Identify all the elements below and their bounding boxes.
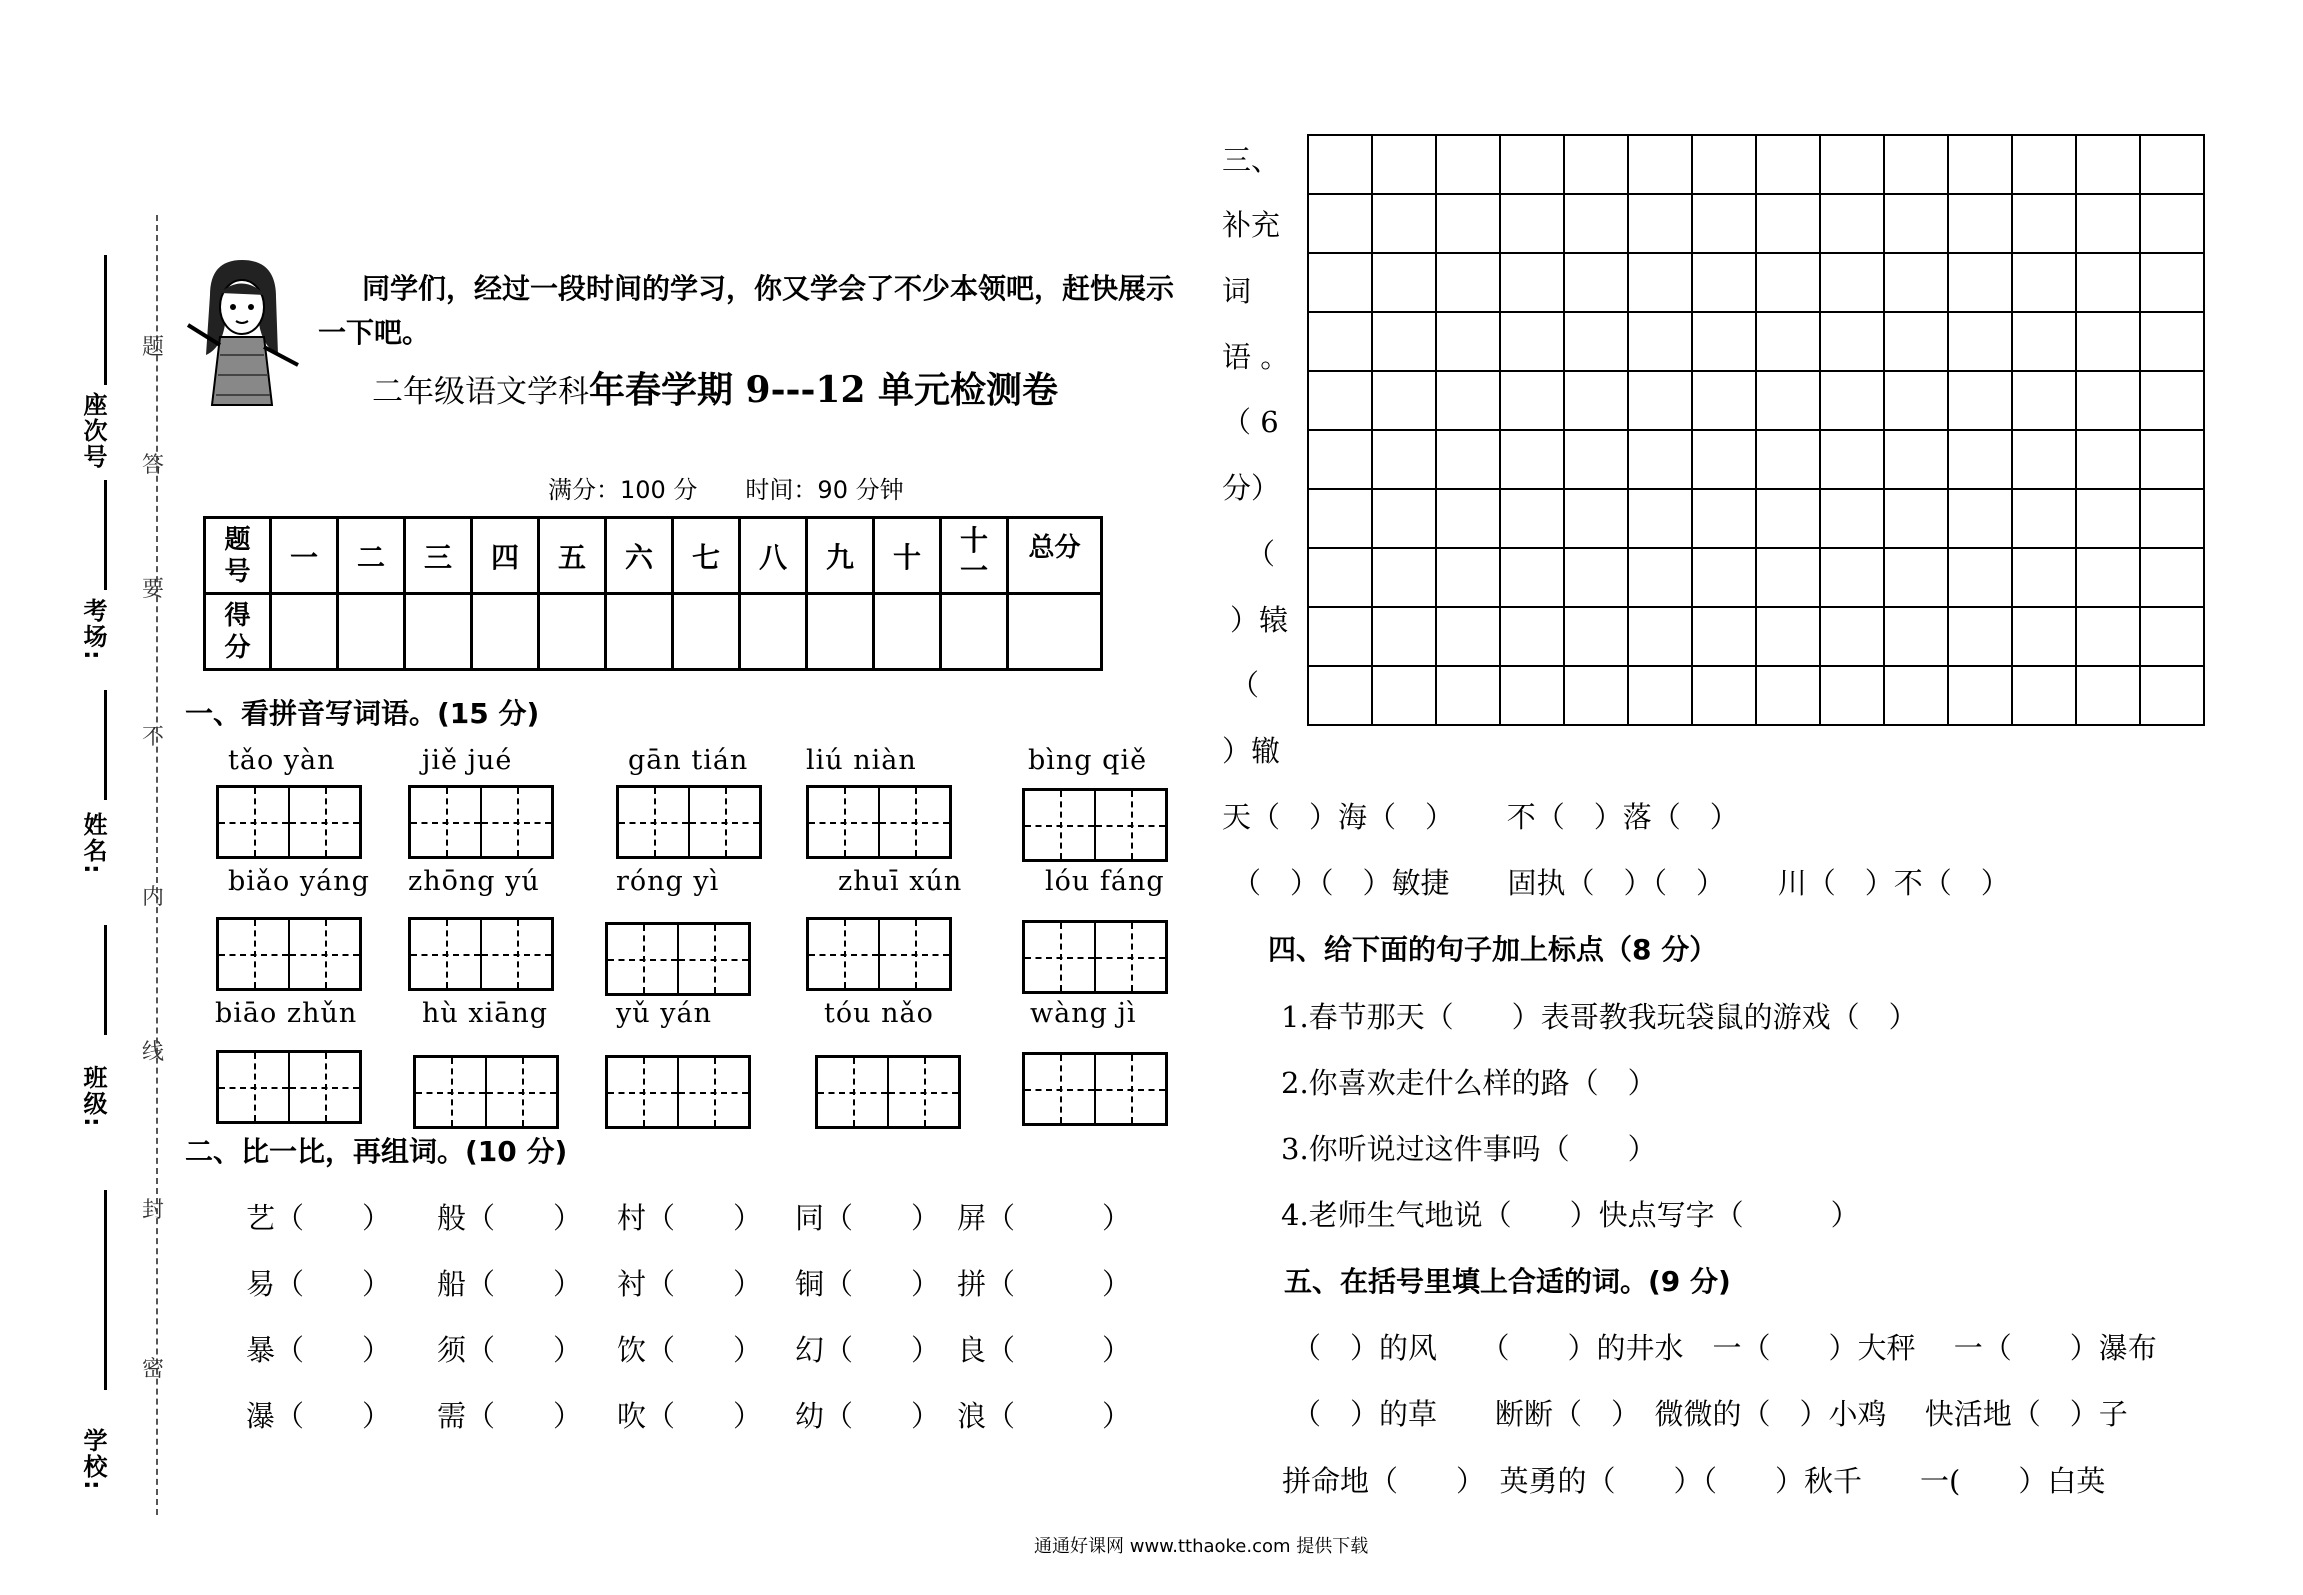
score-cell[interactable] (405, 594, 472, 670)
section5-title: 五、在括号里填上合适的词。(9 分) (1284, 1265, 1731, 1298)
score-col-total: 总分 (1008, 518, 1102, 594)
grid-cell[interactable] (2076, 194, 2140, 253)
grid-cell[interactable] (1884, 135, 1948, 194)
grid-cell[interactable] (1948, 607, 2012, 666)
section4-item-1: 1.春节那天（ ）表哥教我玩袋鼠的游戏（ ） (1281, 1000, 1918, 1034)
writing-box[interactable] (1022, 788, 1168, 862)
pinyin-7: zhōng yú (408, 866, 540, 897)
grid-cell[interactable] (1564, 312, 1628, 371)
grid-cell[interactable] (1436, 489, 1500, 548)
pinyin-11: biāo zhǔn (215, 998, 358, 1029)
section3-title-5: （ 6 (1222, 405, 1279, 439)
grid-cell[interactable] (2076, 135, 2140, 194)
grid-cell[interactable] (1500, 489, 1564, 548)
grid-cell[interactable] (1308, 607, 1372, 666)
grid-cell[interactable] (1564, 666, 1628, 725)
grid-cell[interactable] (2012, 430, 2076, 489)
section3-title-1: 三、 (1222, 143, 1281, 177)
pinyin-12: hù xiāng (422, 998, 548, 1029)
grid-cell[interactable] (1820, 194, 1884, 253)
grid-cell[interactable] (2076, 430, 2140, 489)
seal-char-6: 线 (142, 1040, 165, 1065)
grid-cell[interactable] (1308, 194, 1372, 253)
compare-item: 拼（ ） (957, 1267, 1132, 1301)
seat-number-label: 座次号 (79, 392, 107, 470)
section3-title-4: 语 。 (1222, 340, 1290, 374)
grid-cell[interactable] (2140, 194, 2204, 253)
score-col-4: 四 (472, 518, 539, 594)
grid-cell[interactable] (1308, 548, 1372, 607)
grid-cell[interactable] (1564, 194, 1628, 253)
grid-cell[interactable] (1884, 666, 1948, 725)
pinyin-14: tóu nǎo (824, 998, 934, 1029)
seal-char-4: 不 (142, 725, 165, 750)
grid-cell[interactable] (1372, 489, 1436, 548)
grid-cell[interactable] (1692, 489, 1756, 548)
seal-char-2: 答 (142, 453, 165, 478)
binding-line-5 (104, 1190, 107, 1390)
grid-cell[interactable] (1756, 135, 1820, 194)
grid-cell[interactable] (1500, 312, 1564, 371)
grid-cell[interactable] (1820, 430, 1884, 489)
grid-cell[interactable] (2076, 548, 2140, 607)
intro-text-content: 同学们，经过一段时间的学习，你又学会了不少本领吧，赶快展示一下吧。 (318, 272, 1175, 349)
grid-cell[interactable] (1692, 666, 1756, 725)
score-time-info: 满分：100 分 时间：90 分钟 (548, 476, 904, 504)
grid-cell[interactable] (1564, 548, 1628, 607)
score-cell[interactable] (941, 594, 1008, 670)
grid-cell[interactable] (1628, 430, 1692, 489)
score-header-points: 得分 (205, 594, 271, 670)
binding-line-3 (104, 690, 107, 800)
section5-row-3: 拼命地（ ） 英勇的（ ）（ ）秋千 一( ）白英 (1282, 1464, 2106, 1498)
grid-cell[interactable] (1500, 371, 1564, 430)
grid-cell[interactable] (1308, 666, 1372, 725)
compare-item: 易（ ） (246, 1267, 392, 1301)
grid-cell[interactable] (1948, 548, 2012, 607)
section3-line-1: 天（ ）海（ ） 不（ ）落（ ） (1222, 800, 1739, 834)
pinyin-1: tǎo yàn (228, 745, 336, 776)
cartoon-girl-illustration (180, 255, 305, 410)
grid-cell[interactable] (1436, 607, 1500, 666)
grid-cell[interactable] (2012, 253, 2076, 312)
writing-box[interactable] (413, 1055, 559, 1129)
grid-cell[interactable] (1436, 194, 1500, 253)
writing-box[interactable] (806, 785, 952, 859)
grid-cell[interactable] (1372, 548, 1436, 607)
score-header-question: 题号 (205, 518, 271, 594)
grid-cell[interactable] (1308, 430, 1372, 489)
compare-item: 屏（ ） (957, 1201, 1132, 1235)
grid-cell[interactable] (1884, 253, 1948, 312)
score-cell[interactable] (539, 594, 606, 670)
grid-cell[interactable] (1628, 666, 1692, 725)
grid-cell[interactable] (2140, 430, 2204, 489)
writing-box[interactable] (408, 917, 554, 991)
writing-box[interactable] (216, 785, 362, 859)
grid-cell[interactable] (1820, 548, 1884, 607)
class-label: 班级: (79, 1065, 107, 1129)
grid-cell[interactable] (1756, 607, 1820, 666)
binding-line-4 (104, 925, 107, 1035)
grid-cell[interactable] (1628, 548, 1692, 607)
compare-item: 艺（ ） (246, 1201, 392, 1235)
grid-cell[interactable] (1564, 253, 1628, 312)
grid-cell[interactable] (2140, 666, 2204, 725)
grid-cell[interactable] (1564, 489, 1628, 548)
grid-cell[interactable] (1372, 430, 1436, 489)
grid-cell[interactable] (2140, 312, 2204, 371)
compare-item: 船（ ） (437, 1267, 583, 1301)
grid-cell[interactable] (1884, 607, 1948, 666)
grid-cell[interactable] (1948, 194, 2012, 253)
pinyin-5: bìng qiě (1028, 745, 1148, 776)
grid-cell[interactable] (1308, 371, 1372, 430)
grid-cell[interactable] (1372, 194, 1436, 253)
grid-cell[interactable] (1308, 253, 1372, 312)
section3-title-2: 补充 (1222, 208, 1281, 242)
score-col-7: 七 (673, 518, 740, 594)
intro-text (318, 267, 1178, 355)
grid-cell[interactable] (2076, 607, 2140, 666)
pinyin-10: lóu fáng (1045, 866, 1165, 897)
grid-cell[interactable] (1308, 489, 1372, 548)
writing-box[interactable] (1022, 920, 1168, 994)
seal-char-7: 封 (142, 1198, 165, 1223)
score-col-1: 一 (271, 518, 338, 594)
score-cell[interactable] (472, 594, 539, 670)
score-col-6: 六 (606, 518, 673, 594)
score-cell[interactable] (807, 594, 874, 670)
score-cell[interactable] (606, 594, 673, 670)
grid-cell[interactable] (1820, 253, 1884, 312)
compare-item: 浪（ ） (957, 1399, 1132, 1433)
grid-cell[interactable] (1628, 253, 1692, 312)
score-table (203, 516, 1103, 671)
compare-item: 饮（ ） (617, 1333, 763, 1367)
grid-cell[interactable] (1372, 666, 1436, 725)
grid-cell[interactable] (1756, 489, 1820, 548)
writing-box[interactable] (616, 785, 762, 859)
grid-cell[interactable] (1628, 312, 1692, 371)
grid-cell[interactable] (1884, 548, 1948, 607)
compare-item: 良（ ） (957, 1333, 1132, 1367)
grid-cell[interactable] (2012, 607, 2076, 666)
section3-title-7: （ (1246, 537, 1276, 571)
grid-cell[interactable] (1820, 607, 1884, 666)
compare-item: 需（ ） (437, 1399, 583, 1433)
grid-cell[interactable] (1692, 135, 1756, 194)
grid-cell[interactable] (2012, 312, 2076, 371)
grid-cell[interactable] (1500, 548, 1564, 607)
binding-line-2 (104, 480, 107, 590)
grid-cell[interactable] (1628, 135, 1692, 194)
pinyin-6: biǎo yáng (228, 866, 370, 897)
grid-cell[interactable] (2140, 371, 2204, 430)
title-main: 年春学期 9---12 单元检测卷 (589, 369, 1059, 411)
composition-grid[interactable] (1307, 134, 2205, 726)
binding-line-1 (104, 255, 107, 385)
footer-text: 通通好课网 www.tthaoke.com 提供下载 (1034, 1536, 1369, 1557)
seal-char-3: 要 (142, 577, 165, 602)
grid-cell[interactable] (1500, 607, 1564, 666)
grid-cell[interactable] (1564, 430, 1628, 489)
section5-row-2: （ ）的草 断断（ ） 微微的（ ）小鸡 快活地（ ）子 (1292, 1397, 2128, 1431)
grid-cell[interactable] (1884, 312, 1948, 371)
section3-line-2: （ ）（ ）敏捷 固执（ ）（ ） 川（ ）不（ ） (1232, 866, 2010, 900)
grid-cell[interactable] (1948, 135, 2012, 194)
compare-item: 同（ ） (795, 1201, 941, 1235)
compare-item: 般（ ） (437, 1201, 583, 1235)
grid-cell[interactable] (1308, 135, 1372, 194)
compare-item: 暴（ ） (246, 1333, 392, 1367)
compare-item: 幻（ ） (795, 1333, 941, 1367)
grid-cell[interactable] (1948, 371, 2012, 430)
grid-cell[interactable] (2012, 489, 2076, 548)
grid-cell[interactable] (1436, 312, 1500, 371)
grid-cell[interactable] (1820, 666, 1884, 725)
grid-cell[interactable] (1692, 312, 1756, 371)
section5-row-1: （ ）的风 （ ）的井水 一（ ）大秤 一（ ）瀑布 (1292, 1331, 2157, 1365)
grid-cell[interactable] (1948, 253, 2012, 312)
name-label: 姓名: (79, 812, 107, 876)
grid-cell[interactable] (1884, 371, 1948, 430)
section4-item-3: 3.你听说过这件事吗（ ） (1281, 1132, 1657, 1166)
title-prefix: 二年级语文学科 (372, 374, 589, 410)
score-cell[interactable] (673, 594, 740, 670)
writing-box[interactable] (605, 922, 751, 996)
grid-cell[interactable] (1948, 489, 2012, 548)
grid-cell[interactable] (2012, 666, 2076, 725)
grid-cell[interactable] (1756, 312, 1820, 371)
pinyin-3: gān tián (628, 745, 749, 776)
grid-cell[interactable] (1436, 430, 1500, 489)
grid-cell[interactable] (1500, 253, 1564, 312)
grid-cell[interactable] (1884, 194, 1948, 253)
pinyin-13: yǔ yán (616, 998, 712, 1029)
section3-title-6: 分） (1222, 471, 1281, 505)
grid-cell[interactable] (2076, 371, 2140, 430)
compare-item: 幼（ ） (795, 1399, 941, 1433)
grid-cell[interactable] (1372, 253, 1436, 312)
pinyin-4: liú niàn (806, 745, 917, 776)
grid-cell[interactable] (1756, 253, 1820, 312)
grid-cell[interactable] (1692, 253, 1756, 312)
score-col-9: 九 (807, 518, 874, 594)
grid-cell[interactable] (1756, 194, 1820, 253)
grid-cell[interactable] (1436, 666, 1500, 725)
grid-cell[interactable] (1820, 135, 1884, 194)
grid-cell[interactable] (1884, 489, 1948, 548)
score-col-3: 三 (405, 518, 472, 594)
grid-cell[interactable] (1756, 430, 1820, 489)
section3-title-8: ）辕 (1230, 603, 1289, 637)
grid-cell[interactable] (1948, 430, 2012, 489)
grid-cell[interactable] (2140, 135, 2204, 194)
grid-cell[interactable] (1372, 607, 1436, 666)
grid-cell[interactable] (1308, 312, 1372, 371)
writing-box[interactable] (216, 917, 362, 991)
grid-cell[interactable] (1628, 489, 1692, 548)
grid-cell[interactable] (2012, 135, 2076, 194)
score-col-5: 五 (539, 518, 606, 594)
score-col-2: 二 (338, 518, 405, 594)
score-cell[interactable] (740, 594, 807, 670)
grid-cell[interactable] (2140, 253, 2204, 312)
grid-cell[interactable] (2140, 489, 2204, 548)
section1-title: 一、看拼音写词语。(15 分) (185, 697, 540, 730)
seal-char-8: 密 (142, 1357, 165, 1382)
grid-cell[interactable] (2076, 312, 2140, 371)
grid-cell[interactable] (1500, 430, 1564, 489)
writing-box[interactable] (815, 1055, 961, 1129)
section3-title-9: （ (1230, 668, 1260, 702)
pinyin-15: wàng jì (1030, 998, 1137, 1029)
grid-cell[interactable] (1756, 371, 1820, 430)
grid-cell[interactable] (1948, 312, 2012, 371)
grid-cell[interactable] (1692, 194, 1756, 253)
grid-cell[interactable] (2012, 371, 2076, 430)
pinyin-9: zhuī xún (838, 866, 963, 897)
grid-cell[interactable] (1820, 371, 1884, 430)
section4-title: 四、给下面的句子加上标点（8 分） (1268, 933, 1718, 966)
grid-cell[interactable] (1628, 194, 1692, 253)
compare-item: 瀑（ ） (246, 1399, 392, 1433)
score-cell[interactable] (338, 594, 405, 670)
section3-title-10: ）辙 (1222, 734, 1281, 768)
writing-box[interactable] (605, 1055, 751, 1129)
grid-cell[interactable] (2012, 548, 2076, 607)
grid-cell[interactable] (1436, 253, 1500, 312)
writing-box[interactable] (1022, 1052, 1168, 1126)
grid-cell[interactable] (1436, 371, 1500, 430)
grid-cell[interactable] (1564, 135, 1628, 194)
seal-char-1: 题 (142, 335, 165, 360)
score-cell[interactable] (1008, 594, 1102, 670)
grid-cell[interactable] (1500, 194, 1564, 253)
section4-item-4: 4.老师生气地说（ ）快点写字（ ） (1281, 1198, 1860, 1232)
seal-dashed-line (156, 215, 158, 1515)
grid-cell[interactable] (1372, 371, 1436, 430)
grid-cell[interactable] (1692, 430, 1756, 489)
compare-item: 村（ ） (617, 1201, 763, 1235)
grid-cell[interactable] (1436, 548, 1500, 607)
grid-cell[interactable] (1500, 135, 1564, 194)
grid-cell[interactable] (2076, 253, 2140, 312)
compare-item: 吹（ ） (617, 1399, 763, 1433)
grid-cell[interactable] (1628, 371, 1692, 430)
exam-room-label: 考场: (79, 598, 107, 662)
grid-cell[interactable] (1372, 312, 1436, 371)
grid-cell[interactable] (1820, 489, 1884, 548)
score-cell[interactable] (271, 594, 338, 670)
section4-item-2: 2.你喜欢走什么样的路（ ） (1281, 1066, 1657, 1100)
grid-cell[interactable] (1628, 607, 1692, 666)
pinyin-8: róng yì (616, 866, 720, 897)
grid-cell[interactable] (1756, 548, 1820, 607)
section3-title-3: 词 (1222, 274, 1252, 308)
writing-box[interactable] (216, 1050, 362, 1124)
grid-cell[interactable] (1756, 666, 1820, 725)
compare-item: 铜（ ） (795, 1267, 941, 1301)
seal-char-5: 内 (142, 885, 165, 910)
grid-cell[interactable] (1436, 135, 1500, 194)
grid-cell[interactable] (1500, 666, 1564, 725)
grid-cell[interactable] (1372, 135, 1436, 194)
score-col-11: 十一 (941, 518, 1008, 594)
score-col-8: 八 (740, 518, 807, 594)
page-title (372, 362, 1058, 413)
school-label: 学校: (79, 1428, 107, 1492)
grid-cell[interactable] (2076, 489, 2140, 548)
grid-cell[interactable] (1884, 430, 1948, 489)
grid-cell[interactable] (2140, 548, 2204, 607)
compare-item: 须（ ） (437, 1333, 583, 1367)
grid-cell[interactable] (1692, 371, 1756, 430)
grid-cell[interactable] (1564, 371, 1628, 430)
pinyin-2: jiě jué (422, 745, 513, 776)
grid-cell[interactable] (1692, 607, 1756, 666)
writing-box[interactable] (806, 917, 952, 991)
grid-cell[interactable] (2012, 194, 2076, 253)
section2-title: 二、比一比，再组词。(10 分) (185, 1135, 568, 1168)
writing-box[interactable] (408, 785, 554, 859)
grid-cell[interactable] (1948, 666, 2012, 725)
grid-cell[interactable] (2076, 666, 2140, 725)
score-col-10: 十 (874, 518, 941, 594)
grid-cell[interactable] (1564, 607, 1628, 666)
grid-cell[interactable] (2140, 607, 2204, 666)
grid-cell[interactable] (1820, 312, 1884, 371)
score-cell[interactable] (874, 594, 941, 670)
compare-item: 衬（ ） (617, 1267, 763, 1301)
grid-cell[interactable] (1692, 548, 1756, 607)
